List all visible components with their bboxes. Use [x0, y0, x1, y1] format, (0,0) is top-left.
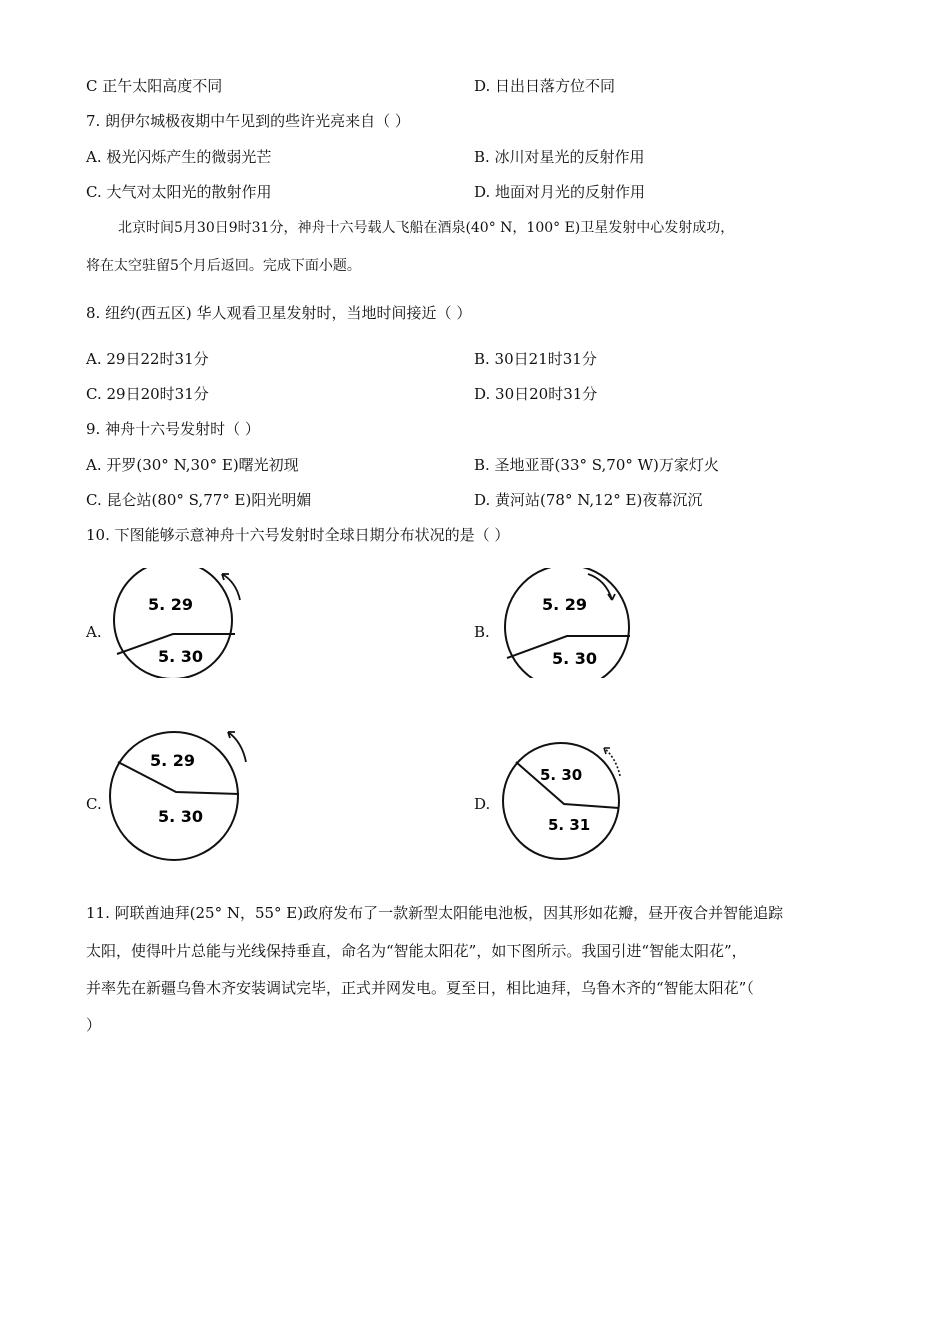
q11-line-2: 太阳，使得叶片总能与光线保持垂直，命名为“智能太阳花”，如下图所示。我国引进“智能太阳花”， [86, 942, 747, 960]
diagram-b-rotation-arrow-icon [584, 568, 624, 608]
q8-option-b: B. 30日21时31分 [474, 350, 597, 368]
q7-option-a: A. 极光闪烁产生的微弱光芒 [86, 148, 272, 166]
diagram-c-upper-date: 5. 29 [150, 751, 196, 770]
q8-option-a: A. 29日22时31分 [86, 350, 209, 368]
q11-line-4: ） [86, 1016, 102, 1034]
diagram-d-upper-date: 5. 30 [540, 766, 583, 784]
diagram-a-upper-date: 5. 29 [148, 595, 194, 614]
q7-stem: 7. 朗伊尔城极夜期中午见到的些许光亮来自（ ） [86, 112, 410, 130]
diagram-d-label: D. [474, 795, 491, 813]
q9-option-c: C. 昆仑站(80° S,77° E)阳光明媚 [86, 491, 312, 509]
q9-stem: 9. 神舟十六号发射时（ ） [86, 420, 260, 438]
q7-option-d: D. 地面对月光的反射作用 [474, 183, 646, 201]
q8-option-c: C. 29日20时31分 [86, 385, 209, 403]
q9-option-d: D. 黄河站(78° N,12° E)夜幕沉沉 [474, 491, 703, 509]
q11-line-3: 并率先在新疆乌鲁木齐安装调试完毕，正式并网发电。夏至日，相比迪拜，乌鲁木齐的“智能太阳花”（ [86, 979, 754, 997]
q8-option-d: D. 30日20时31分 [474, 385, 598, 403]
q6-option-d: D. 日出日落方位不同 [474, 77, 616, 95]
q6-option-c: C 正午太阳高度不同 [86, 77, 223, 95]
passage-line-2: 将在太空驻留5个月后返回。完成下面小题。 [86, 258, 361, 274]
diagram-d-rotation-arrow-icon [598, 742, 628, 782]
diagram-c-label: C. [86, 795, 102, 813]
q8-stem: 8. 纽约(西五区) 华人观看卫星发射时，当地时间接近（ ） [86, 304, 472, 322]
q11-line-1: 11. 阿联酋迪拜(25° N，55° E)政府发布了一款新型太阳能电池板，因其形如花瓣，昼开夜合并智能追踪 [86, 904, 784, 922]
q7-option-c: C. 大气对太阳光的散射作用 [86, 183, 272, 201]
diagram-a-label: A. [86, 623, 102, 641]
diagram-d-lower-date: 5. 31 [548, 816, 591, 834]
diagram-b-lower-date: 5. 30 [552, 649, 598, 668]
diagram-c-lower-date: 5. 30 [158, 807, 204, 826]
q9-option-a: A. 开罗(30° N,30° E)曙光初现 [86, 456, 299, 474]
diagram-b-label: B. [474, 623, 490, 641]
diagram-a-lower-date: 5. 30 [158, 647, 204, 666]
q9-option-b: B. 圣地亚哥(33° S,70° W)万家灯火 [474, 456, 719, 474]
q10-stem: 10. 下图能够示意神舟十六号发射时全球日期分布状况的是（ ） [86, 526, 510, 544]
passage-line-1: 北京时间5月30日9时31分，神舟十六号载人飞船在酒泉(40° N，100° E)卫星发射中心发射成功， [118, 220, 735, 236]
diagram-b-upper-date: 5. 29 [542, 595, 588, 614]
q7-option-b: B. 冰川对星光的反射作用 [474, 148, 645, 166]
diagram-a-rotation-arrow-icon [214, 568, 248, 608]
diagram-c-rotation-arrow-icon [222, 724, 256, 768]
